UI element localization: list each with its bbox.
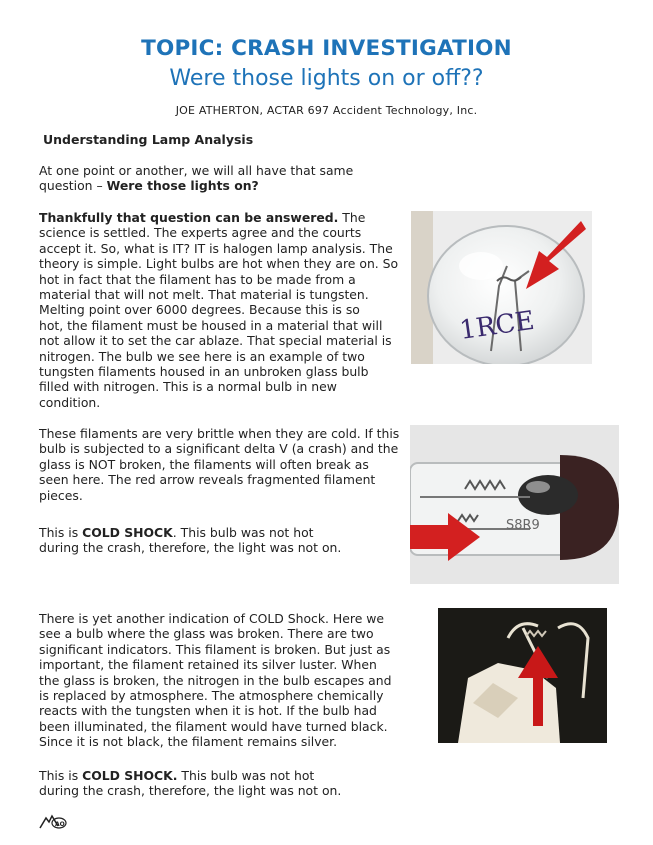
page-subtitle: Were those lights on or off?? <box>169 66 484 91</box>
p1-line: material that will not melt. That material is tungsten. <box>39 287 369 303</box>
photo-broken-filament <box>410 425 619 584</box>
p4-line: Since it is not black, the filament remains silver. <box>39 734 338 750</box>
company-logo <box>38 812 68 834</box>
p1-line: condition. <box>39 394 101 410</box>
p4-line: the glass is broken, the nitrogen in the bulb escapes and <box>39 672 392 688</box>
intro-text: At one point or another, we will all have that same question – <box>39 163 354 194</box>
p2-line: These filaments are very brittle when they are cold. If this <box>39 426 400 441</box>
p5-post: This bulb was not hot <box>177 768 315 783</box>
p5-pre: This is <box>39 768 83 783</box>
p1-line: The <box>338 210 366 225</box>
p5-bold: COLD SHOCK. <box>82 768 178 783</box>
section-heading: Understanding Lamp Analysis <box>43 132 254 147</box>
photo-broken-glass-bulb <box>438 608 607 743</box>
p1-line: nitrogen. The bulb we see here is an example of two <box>39 348 365 364</box>
p2-line: glass is NOT broken, the filaments will often break as <box>39 456 369 472</box>
p3-line: during the crash, therefore, the light was not on. <box>39 540 342 556</box>
bulb-marking-1: 1RCE <box>457 305 537 346</box>
paragraph-brittle-filaments <box>39 426 399 503</box>
topic-title: TOPIC: CRASH INVESTIGATION <box>141 36 512 61</box>
intro-bold: Were those lights on? <box>106 178 259 194</box>
p4-line: is replaced by atmosphere. The atmosphere chemically <box>39 688 384 704</box>
paragraph-cold-shock-1 <box>39 525 341 556</box>
p2-line: pieces. <box>39 487 83 503</box>
p2-line: bulb is subjected to a significant delta V (a crash) and the <box>39 441 399 457</box>
p1-line: filled with nitrogen. This is a normal bulb in new <box>39 379 337 395</box>
p4-line: been illuminated, the filament would have turned black. <box>39 718 388 734</box>
p1-line: not allow it to set the car ablaze. That special material is <box>39 333 392 349</box>
logo-text: AO <box>55 821 65 828</box>
p1-line: Melting point over 6000 degrees. Because this is so <box>39 302 360 318</box>
p1-line: tungsten filaments housed in an unbroken glass bulb <box>39 364 369 380</box>
p4-line: see a bulb where the glass was broken. There are two <box>39 626 374 642</box>
author-byline: JOE ATHERTON, ACTAR 697 Accident Technology, Inc. <box>175 104 478 117</box>
p2-line: seen here. The red arrow reveals fragmented filament <box>39 472 376 488</box>
p1-line: theory is simple. Light bulbs are hot when they are on. So <box>39 256 399 272</box>
bulb-marking-2: S8R9 <box>506 518 540 533</box>
photo-unbroken-bulb <box>411 211 592 364</box>
p1-line: accept it. So, what is IT? IT is halogen lamp analysis. The <box>39 240 393 256</box>
p1-line: science is settled. The experts agree and the courts <box>39 225 362 241</box>
paragraph-halogen-analysis <box>39 210 398 410</box>
p4-line: reacts with the tungsten when it is hot. If the bulb had <box>39 703 377 719</box>
p1-line: hot in fact that the filament has to be made from a <box>39 271 356 287</box>
p1-bold: Thankfully that question can be answered. <box>39 210 339 225</box>
paragraph-broken-glass <box>39 611 391 750</box>
p5-line: during the crash, therefore, the light was not on. <box>39 783 342 799</box>
intro-paragraph <box>39 163 369 194</box>
p1-line: hot, the filament must be housed in a material that will <box>39 317 383 333</box>
p3-post: . This bulb was not hot <box>172 525 314 540</box>
p3-bold: COLD SHOCK <box>82 525 173 540</box>
paragraph-cold-shock-2 <box>39 768 341 799</box>
p3-pre: This is <box>39 525 83 540</box>
p4-line: There is yet another indication of COLD Shock. Here we <box>39 611 385 626</box>
p4-line: significant indicators. This filament is broken. But just as <box>39 641 391 657</box>
p4-line: important, the filament retained its silver luster. When <box>39 657 377 673</box>
